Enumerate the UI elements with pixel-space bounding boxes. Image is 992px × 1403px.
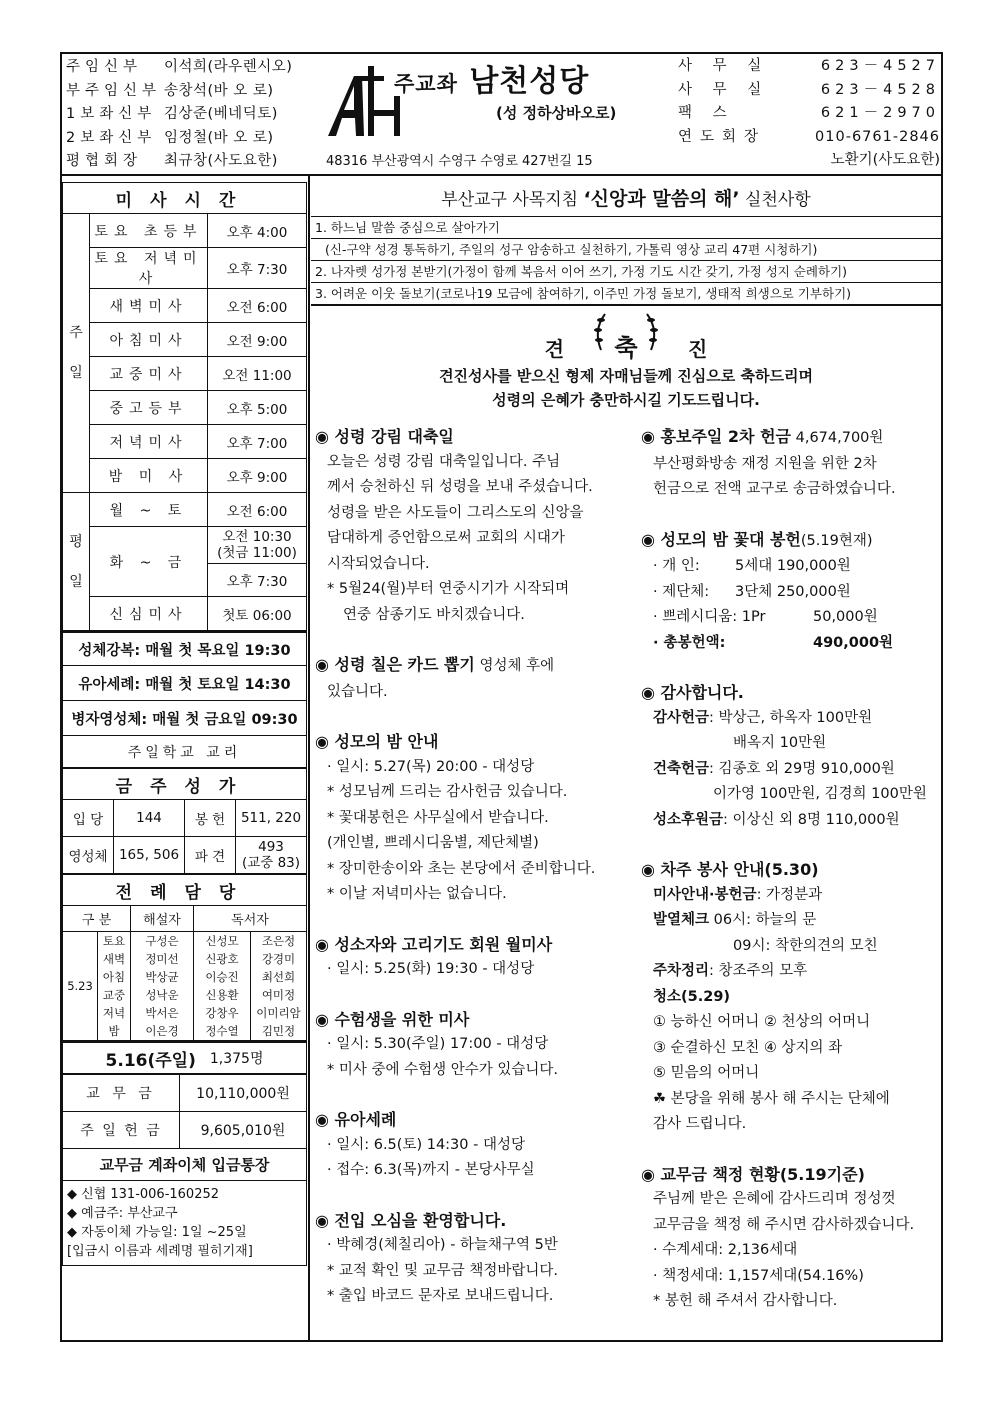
- contact-row: [678, 55, 940, 79]
- clergy-name: 송창석(바 오 로): [164, 82, 274, 99]
- thanks-value: 이가영 100만원, 김경희 100만원: [713, 786, 927, 802]
- finance-date: 5.16(주일): [105, 1050, 196, 1071]
- sick-communion-notice: 병자영성체: 매월 첫 금요일 09:30: [62, 701, 307, 736]
- flower-total: [641, 631, 941, 657]
- exam-mass-list: [315, 1032, 627, 1083]
- hymn-entrance-value: 144: [114, 800, 185, 837]
- church-logo-icon: [324, 62, 404, 140]
- mass-name: 중고등부: [90, 391, 208, 425]
- bank-line-autopay: ◆ 자동이체 가능일: 1일 ~25일: [67, 1225, 247, 1240]
- clergy-role: 1보좌신부: [66, 106, 157, 122]
- duty-reader: 신광호: [205, 952, 239, 966]
- contact-row: [678, 126, 940, 150]
- flower-row: [653, 605, 941, 631]
- contact-label: 팩 스: [678, 105, 735, 121]
- church-address: 48316 부산광역시 수영구 수영로 427번길 15: [326, 154, 593, 169]
- pentecost-body: [315, 450, 627, 578]
- mass-time: 오전 6:00: [208, 289, 307, 323]
- duty-header-reader: 독서자: [194, 906, 307, 932]
- mass-name: 밤 미 사: [90, 459, 208, 493]
- hymn-offertory-value: 511, 220: [236, 800, 307, 837]
- promo-heading: [641, 424, 941, 452]
- pentecost-line: 담대하게 증언함으로써 교회의 시대가: [327, 530, 565, 546]
- mass-schedule-title: 미사시간: [63, 183, 307, 214]
- mass-time: 오전 9:00: [208, 323, 307, 357]
- thanks-heading: ◉ 감사합니다.: [641, 683, 744, 702]
- mass-sinsim: 신심미사: [90, 597, 208, 631]
- right-area: [311, 182, 941, 1309]
- pastoral-line-2: 2. 나자렛 성가정 본받기(가정이 함께 복음서 이어 쓰기, 가정 기도 시간 갖기, 가정 성지 순례하기): [311, 261, 941, 283]
- duty-reader: 이승진: [205, 970, 239, 984]
- congrats-char-right: 진: [687, 337, 708, 361]
- clergy-row: [66, 150, 292, 174]
- welcome-heading: ◉ 전입 오심을 환영합니다.: [315, 1210, 507, 1230]
- mary-line: * 장미한송이와 초는 본당에서 준비합니다.: [327, 860, 596, 877]
- service-label: 발열체크: [653, 912, 710, 928]
- pentecost-line: 시작되었습니다.: [327, 555, 430, 572]
- service-row: [653, 883, 941, 909]
- duty-reader: 신성모: [205, 934, 239, 948]
- service-label: 주차정리: [653, 963, 710, 979]
- duty-mass: 새벽: [102, 952, 126, 966]
- card-body: 있습니다.: [327, 683, 388, 700]
- pastoral-line-3: 3. 어려운 이웃 돌보기(코로나19 모금에 참여하기, 이주민 가정 돌보기, 생태적 희생으로 기부하기): [315, 286, 852, 301]
- contact-label: 사 무 실: [678, 81, 770, 98]
- tithe-label: 교 무 금: [63, 1075, 180, 1112]
- bank-line-note: [입금시 이름과 세례명 필히기재]: [67, 1244, 253, 1259]
- cleaning-line: ① 능하신 어머니 ② 천상의 어머니: [653, 1014, 871, 1030]
- mass-time: 오후 4:00: [208, 214, 307, 248]
- infant-baptism-notice: 유아세례: 매월 첫 토요일 14:30: [62, 666, 307, 701]
- pentecost-line: 오늘은 성령 강림 대축일입니다. 주님: [327, 453, 561, 470]
- column-divider: [308, 174, 310, 1340]
- sunday-offering-value: 9,605,010원: [180, 1112, 307, 1149]
- mass-mon-sat-time: 오전 6:00: [208, 493, 307, 527]
- sunday-offering-label: 주 일 헌 금: [63, 1112, 180, 1149]
- thanks-label: 건축헌금: [653, 760, 710, 777]
- hymn-title: 금주성가: [63, 769, 307, 800]
- weekday-label: [63, 493, 90, 631]
- pastoral-line-1-detail: (신-구약 성경 통독하기, 주일의 성구 암송하고 실천하기, 가톨릭 영상 교리 47편 시청하기): [311, 239, 941, 261]
- flower-value: 50,000원: [813, 609, 878, 625]
- duty-mass: 아침: [102, 970, 126, 984]
- mass-time: 오후 5:00: [208, 391, 307, 425]
- pentecost-heading: ◉ 성령 강림 대축일: [315, 427, 454, 446]
- duty-header-commentator: 해설자: [131, 906, 194, 932]
- vocation-mass-list: [315, 957, 627, 983]
- mary-line: * 이날 저녁미사는 없습니다.: [327, 886, 507, 902]
- service-value: : 가정분과: [756, 886, 823, 903]
- pentecost-line: 성령을 받은 사도들이 그리스도의 신앙을: [327, 504, 584, 521]
- hymn-recessional-value: [236, 837, 307, 874]
- promo-line: 헌금으로 전액 교구로 송금하였습니다.: [653, 481, 896, 497]
- duty-reader: 김민정: [261, 1024, 296, 1038]
- clergy-name: 임정철(바 오 로): [164, 129, 274, 146]
- tithe-line: * 봉헌 해 주셔서 감사합니다.: [653, 1293, 838, 1309]
- service-row: [653, 908, 941, 934]
- flower-row: [653, 580, 941, 606]
- duty-reader: 강경미: [261, 952, 296, 966]
- thanks-value: 배옥지 10만원: [733, 735, 827, 751]
- left-column: [62, 182, 307, 1266]
- duty-date: 5.23: [63, 932, 98, 1041]
- tue-fri-time: 오전 10:30: [222, 529, 292, 545]
- baptism-line: · 일시: 6.5(토) 14:30 - 대성당: [327, 1136, 525, 1153]
- sunday-school-label: 주일학교 교리: [62, 736, 307, 768]
- weekday-label-text: 평 일: [69, 533, 83, 590]
- congrats-title: [311, 328, 941, 363]
- welcome-list: [315, 1233, 627, 1310]
- pentecost-line: 께서 승천하신 뒤 성령을 보내 주셨습니다.: [327, 479, 593, 495]
- duty-mass: 토요: [102, 934, 126, 948]
- sunday-label-text: 주 일: [69, 325, 83, 381]
- notice-column-right: [641, 424, 941, 1315]
- hymn-offertory-label: 봉 헌: [185, 800, 236, 837]
- thanks-value: : 김종호 외 29명 910,000원: [709, 760, 895, 777]
- pentecost-note-2: 연중 삼종기도 바치겠습니다.: [343, 606, 525, 623]
- duty-reader: 신용환: [205, 988, 239, 1002]
- contact-label: 사 무 실: [678, 58, 770, 74]
- hymn-communion-value: 165, 506: [114, 837, 185, 874]
- laurel-icon: [571, 328, 681, 363]
- bank-title: 교무금 계좌이체 입금통장: [62, 1149, 307, 1181]
- service-list: [641, 883, 941, 1011]
- service-row: [653, 934, 941, 960]
- duty-commentator-list: [131, 932, 194, 1041]
- mary-line: (개인별, 쁘레시디움별, 제단체별): [327, 835, 539, 851]
- tithe-value: 10,110,000원: [180, 1075, 307, 1112]
- service-heading: ◉ 차주 봉사 안내(5.30): [641, 860, 819, 879]
- thanks-row: [653, 757, 941, 783]
- cleaning-line: ☘ 본당을 위해 봉사 해 주시는 단체에: [653, 1090, 890, 1107]
- congrats-line-1: 견진성사를 받으신 형제 자매님들께 진심으로 축하드리며: [439, 367, 813, 385]
- promo-line: 부산평화방송 재정 지원을 위한 2차: [653, 455, 877, 472]
- tithe-line: · 수계세대: 2,136세대: [653, 1242, 798, 1258]
- pastoral-theme: ‘신앙과 말씀의 해’: [583, 188, 740, 210]
- pentecost-note: * 5월24(월)부터 연중시기가 시작되며: [327, 581, 570, 597]
- duty-commentator: 정미선: [145, 952, 179, 966]
- header: [62, 54, 941, 176]
- pastoral-guidelines: [311, 182, 941, 306]
- recessional-number: 493: [258, 839, 284, 855]
- service-value: 06시: 하늘의 문: [709, 912, 817, 928]
- baptism-line: · 접수: 6.3(목)까지 - 본당사무실: [327, 1162, 535, 1178]
- clergy-row: [66, 80, 292, 104]
- church-prefix: 주교좌: [394, 72, 458, 96]
- congrats-message: [311, 364, 941, 412]
- flower-value: 3단체 250,000원: [735, 583, 851, 600]
- flower-label: · 개 인:: [653, 558, 700, 574]
- mass-tue-fri-time2: 오후 7:30: [208, 564, 307, 597]
- mass-tue-fri-time1: [208, 527, 307, 564]
- promo-title: ◉ 홍보주일 2차 헌금: [641, 427, 791, 446]
- adoration-notice: 성체강복: 매월 첫 목요일 19:30: [62, 631, 307, 666]
- cleaning-line: 감사 드립니다.: [653, 1116, 747, 1132]
- contact-label: 연도회장: [678, 128, 767, 145]
- duty-reader: 조은정: [261, 934, 296, 948]
- clergy-role: 평협회장: [66, 153, 143, 169]
- clergy-name: 최규창(사도요한): [164, 153, 278, 169]
- clergy-list: [66, 56, 292, 174]
- mass-name: 교중미사: [90, 357, 208, 391]
- thanks-row: [653, 782, 941, 808]
- hymn-entrance-label: 입 당: [63, 800, 114, 837]
- tithe-line: 주님께 받은 은혜에 감사드리며 정성껏: [653, 1191, 896, 1207]
- thanks-row: [653, 731, 941, 757]
- thanks-value: : 이상신 외 8명 110,000원: [723, 811, 900, 828]
- mass-name: 새벽미사: [90, 289, 208, 323]
- mary-heading: ◉ 성모의 밤 안내: [315, 732, 439, 751]
- duty-mass: 밤: [108, 1024, 120, 1038]
- card-heading: [315, 652, 627, 680]
- flower-value: 5세대 190,000원: [735, 558, 851, 574]
- duty-mass-list: [98, 932, 131, 1041]
- flower-row: [653, 554, 941, 580]
- mass-name: 아침미사: [90, 323, 208, 357]
- duty-reader: 최선희: [261, 970, 296, 984]
- duty-reader: 이미리암: [256, 1006, 301, 1020]
- mary-line: * 꽃대봉헌은 사무실에서 받습니다.: [327, 809, 549, 826]
- church-name: [394, 56, 589, 100]
- clergy-row: [66, 127, 292, 151]
- church-title: 남천성당: [469, 64, 590, 99]
- exam-mass-heading: ◉ 수험생을 위한 미사: [315, 1009, 470, 1029]
- flower-total-value: 490,000원: [813, 634, 894, 651]
- duty-commentator: 성낙운: [145, 988, 179, 1002]
- clergy-row: [66, 56, 292, 80]
- patron-saint: (성 정하상바오로): [496, 104, 617, 122]
- exam-mass-line: * 미사 중에 수험생 안수가 있습니다.: [327, 1061, 559, 1078]
- flower-list: [641, 554, 941, 631]
- pastoral-title: [311, 182, 941, 217]
- duty-reader1-list: [194, 932, 251, 1041]
- card-sub: 영성체 후에: [474, 658, 555, 674]
- recessional-note: (교중 83): [241, 855, 301, 871]
- duty-reader: 정수열: [205, 1024, 239, 1038]
- notice-column-left: [315, 424, 627, 1310]
- bank-line-account: ◆ 신협 131-006-160252: [67, 1187, 220, 1202]
- cleaning-line: ③ 순결하신 모친 ④ 상지의 좌: [653, 1039, 843, 1056]
- attendance-count: 1,375명: [209, 1051, 264, 1067]
- contact-row: [678, 102, 940, 126]
- clergy-role: 2보좌신부: [66, 129, 157, 146]
- hymn-table: [62, 768, 307, 874]
- thanks-label: 성소후원금: [653, 811, 724, 828]
- mass-mon-sat: 월 ~ 토: [90, 493, 208, 527]
- bank-line-holder: ◆ 예금주: 부산교구: [67, 1206, 178, 1221]
- thanks-list: [641, 706, 941, 834]
- tithe-list: [641, 1187, 941, 1315]
- hymn-communion-label: 영성체: [63, 837, 114, 874]
- duty-mass: 교중: [102, 988, 126, 1002]
- contact-number: 623－4528: [820, 81, 940, 98]
- flower-total-label: · 총봉헌액:: [653, 634, 726, 651]
- duty-reader2-list: [251, 932, 307, 1041]
- bulletin-page: [60, 52, 943, 1342]
- contact-number: 621－2970: [820, 105, 940, 121]
- contact-number: 623－4527: [820, 58, 940, 74]
- welcome-line: * 출입 바코드 문자로 보내드립니다.: [327, 1288, 554, 1304]
- contact-row: [678, 79, 940, 103]
- tithe-line: 교무금을 책정 해 주시면 감사하겠습니다.: [653, 1216, 915, 1233]
- duty-reader: 강창우: [205, 1006, 239, 1020]
- mass-sinsim-time: 첫토 06:00: [208, 597, 307, 631]
- hymn-recessional-label: 파 견: [185, 837, 236, 874]
- mary-line: · 일시: 5.27(목) 20:00 - 대성당: [327, 758, 535, 775]
- promo-body: [641, 452, 941, 503]
- sunday-label: [63, 214, 90, 493]
- clergy-name: 김상준(베네딕토): [164, 106, 278, 122]
- flower-heading: [641, 527, 941, 555]
- flower-label: · 제단체:: [653, 583, 710, 600]
- clergy-role: 주임신부: [66, 59, 143, 75]
- liturgy-title: 전례담당: [63, 875, 307, 906]
- cleaning-list: [641, 1010, 941, 1138]
- welcome-line: * 교적 확인 및 교무금 책정바랍니다.: [327, 1262, 559, 1279]
- mass-time: 오후 9:00: [208, 459, 307, 493]
- thanks-label: 감사헌금: [653, 709, 710, 726]
- tithe-line: · 책정세대: 1,157세대(54.16%): [653, 1267, 864, 1284]
- tithe-heading: ◉ 교무금 책정 현황(5.19기준): [641, 1164, 865, 1184]
- duty-commentator: 구성은: [145, 934, 179, 948]
- service-value: : 창조주의 모후: [709, 963, 808, 979]
- mass-name: 저녁미사: [90, 425, 208, 459]
- mass-schedule-table: [62, 182, 307, 631]
- duty-commentator: 박서은: [145, 1006, 179, 1020]
- pastoral-title-pre: 부산교구 사목지침: [441, 190, 584, 210]
- pastoral-title-post: 실천사항: [739, 190, 811, 210]
- contact-number: 010-6761-2846: [815, 128, 940, 145]
- promo-amount: 4,674,700원: [791, 430, 884, 446]
- congrats-char-center: 축: [614, 334, 638, 362]
- clergy-row: [66, 103, 292, 127]
- service-row: [653, 959, 941, 985]
- vocation-mass-heading: ◉ 성소자와 고리기도 회원 월미사: [315, 934, 553, 954]
- mass-time: 오후 7:30: [208, 248, 307, 289]
- mary-line: * 성모님께 드리는 감사헌금 있습니다.: [327, 784, 568, 800]
- clergy-role: 부주임신부: [66, 82, 162, 99]
- vocation-mass-line: · 일시: 5.25(화) 19:30 - 대성당: [327, 961, 535, 977]
- mass-time: 오전 11:00: [208, 357, 307, 391]
- congrats-char-left: 견: [544, 337, 565, 361]
- baptism-heading: ◉ 유아세례: [315, 1110, 397, 1129]
- duty-reader: 여미정: [261, 988, 296, 1002]
- flower-label: · 쁘레시디움: 1Pr: [653, 609, 766, 625]
- liturgy-duty-table: [62, 874, 307, 1041]
- mass-name: 토요 초등부: [90, 214, 208, 248]
- exam-mass-line: · 일시: 5.30(주일) 17:00 - 대성당: [327, 1036, 549, 1052]
- council-chair: 노환기(사도요한): [830, 152, 940, 168]
- thanks-row: [653, 808, 941, 834]
- confirmation-congrats: [311, 306, 941, 418]
- welcome-line: · 박혜경(체칠리아) - 하늘채구역 5반: [327, 1237, 558, 1253]
- clergy-name: 이석희(라우렌시오): [164, 59, 293, 75]
- duty-commentator: 박상균: [145, 970, 179, 984]
- mass-time: 오후 7:00: [208, 425, 307, 459]
- baptism-list: [315, 1133, 627, 1184]
- bank-info: [62, 1181, 307, 1266]
- thanks-row: [653, 706, 941, 732]
- service-label: 미사안내·봉헌금: [653, 886, 757, 903]
- card-title: ◉ 성령 칠은 카드 뽑기: [315, 655, 475, 674]
- cleaning-line: ⑤ 믿음의 어머니: [653, 1065, 760, 1081]
- service-value: 09시: 착한의견의 모친: [733, 937, 878, 954]
- service-row: [653, 985, 941, 1011]
- congrats-line-2: 성령의 은혜가 충만하시길 기도드립니다.: [492, 391, 760, 409]
- duty-header-type: 구 분: [63, 906, 131, 932]
- flower-title: ◉ 성모의 밤 꽃대 봉헌: [641, 529, 801, 549]
- finance-date-header: [62, 1041, 307, 1074]
- flower-sub: (5.19현재): [800, 532, 873, 549]
- mary-list: [315, 755, 627, 908]
- mass-tue-fri: 화 ~ 금: [90, 527, 208, 597]
- duty-mass: 저녁: [102, 1006, 126, 1020]
- contact-list: [678, 55, 940, 173]
- pastoral-line-1: 1. 하느님 말씀 중심으로 살아가기: [311, 217, 941, 239]
- service-label: 청소(5.29): [653, 988, 731, 1005]
- mass-name: 토요 저녁미사: [90, 248, 208, 289]
- thanks-value: : 박상근, 하옥자 100만원: [709, 709, 873, 726]
- finance-table: [62, 1074, 307, 1149]
- first-friday-note: (첫금 11:00): [217, 545, 297, 561]
- duty-commentator: 이은경: [145, 1024, 179, 1038]
